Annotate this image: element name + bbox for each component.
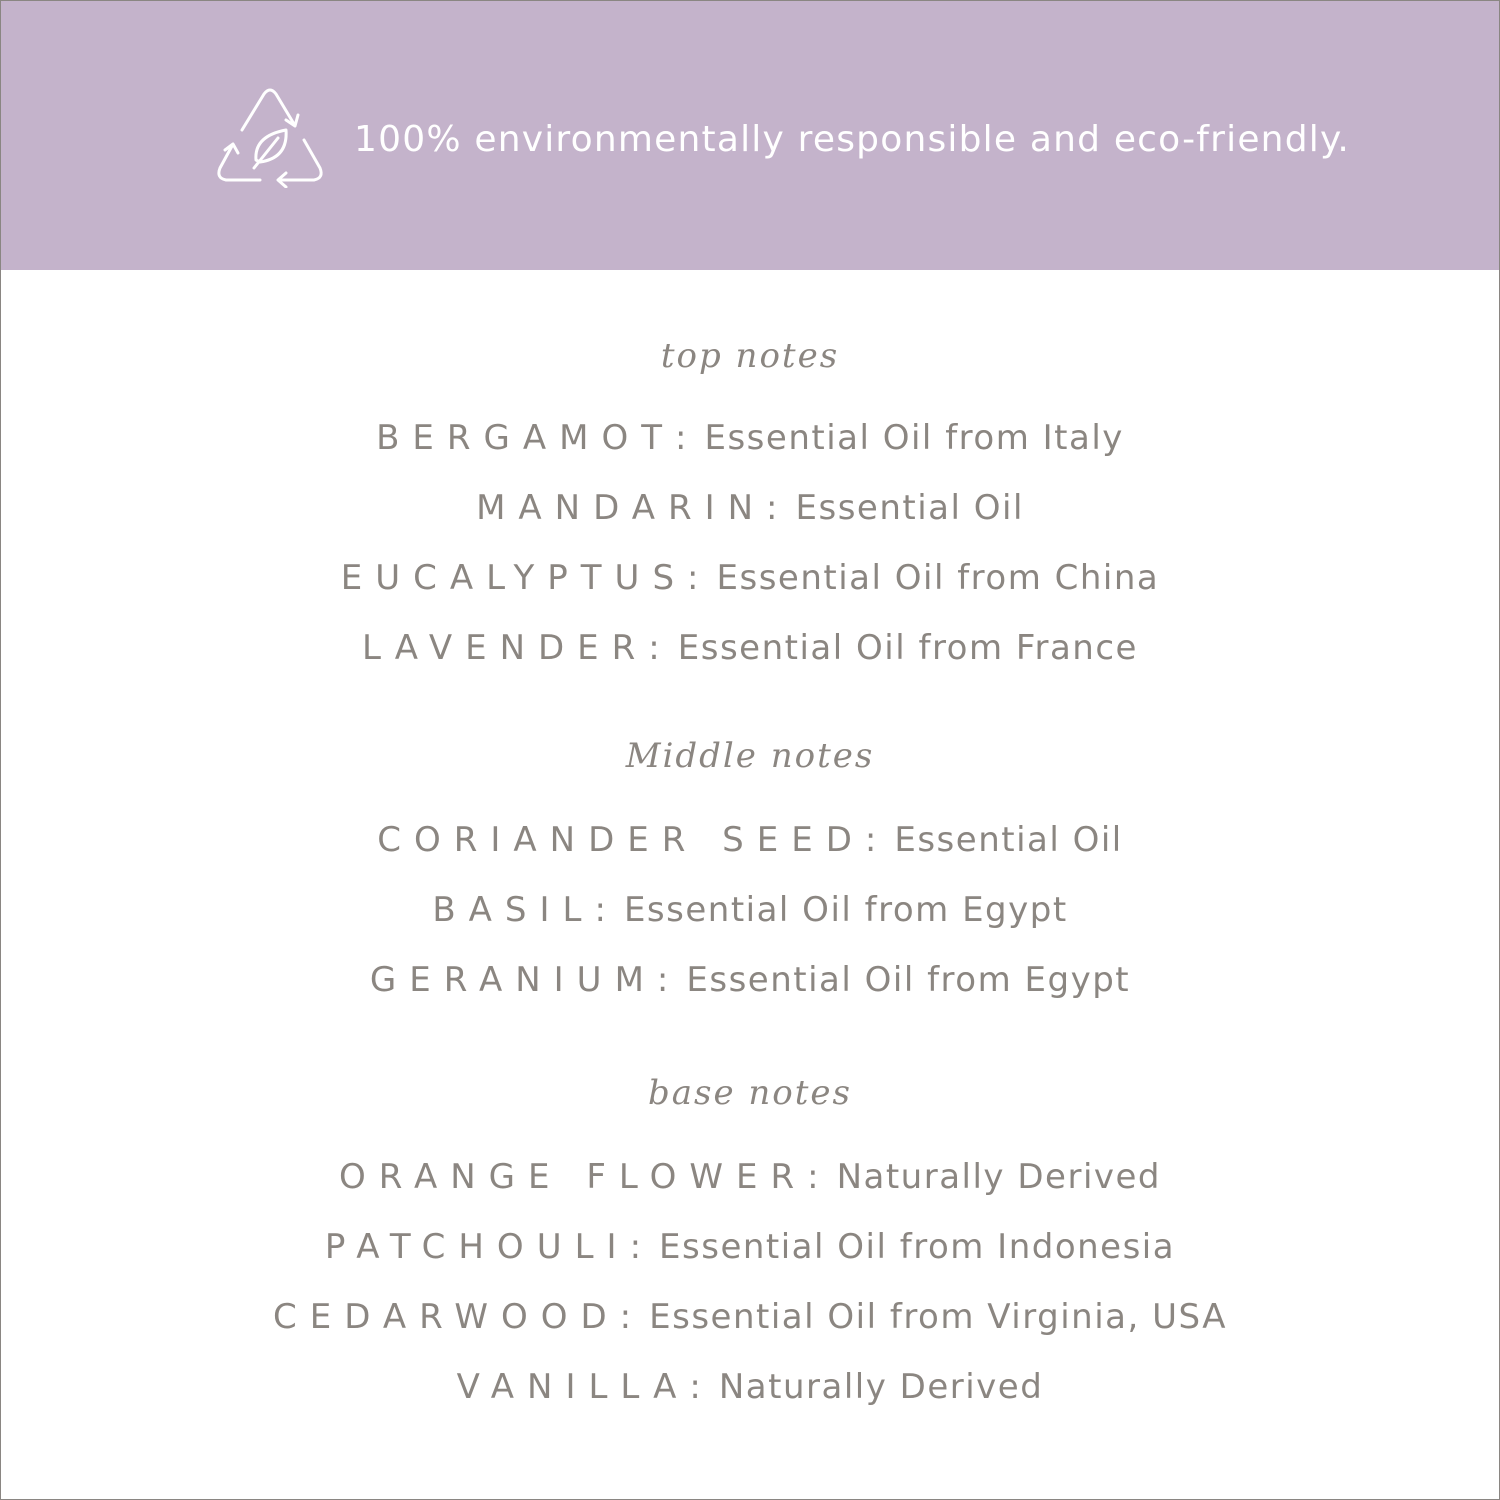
note-description: Essential Oil from Egypt — [623, 890, 1068, 930]
note-row — [0, 1362, 1500, 1418]
note-colon: : — [648, 628, 660, 668]
note-name: EUCALYPTUS — [340, 558, 688, 598]
note-colon: : — [766, 488, 778, 528]
note-colon: : — [594, 890, 606, 930]
note-name: CORIANDER SEED — [377, 820, 865, 860]
note-name: VANILLA — [456, 1367, 690, 1407]
note-name: BERGAMOT — [376, 418, 676, 458]
note-row — [0, 1152, 1500, 1208]
section-heading-base-notes: base notes — [647, 1073, 852, 1113]
note-description: Naturally Derived — [836, 1157, 1162, 1197]
note-row — [0, 483, 1500, 539]
note-name: ORANGE FLOWER — [338, 1157, 808, 1197]
note-colon: : — [656, 960, 669, 1000]
eco-statement: 100% environmentally responsible and eco-friendly. — [354, 119, 1350, 160]
note-colon: : — [619, 1297, 632, 1337]
note-description: Essential Oil — [795, 488, 1024, 528]
note-colon: : — [629, 1227, 642, 1267]
note-name: MANDARIN — [476, 488, 767, 528]
note-description: Essential Oil — [894, 820, 1123, 860]
note-name: PATCHOULI — [324, 1227, 630, 1267]
note-row — [0, 885, 1500, 941]
note-row — [0, 955, 1500, 1011]
note-colon: : — [689, 1367, 701, 1407]
note-row — [0, 815, 1500, 871]
note-row — [0, 413, 1500, 469]
note-description: Essential Oil from France — [677, 628, 1138, 668]
note-description: Essential Oil from Egypt — [686, 960, 1131, 1000]
note-description: Essential Oil from Indonesia — [659, 1227, 1176, 1267]
note-colon: : — [687, 558, 699, 598]
note-colon: : — [864, 820, 877, 860]
note-row — [0, 1222, 1500, 1278]
note-colon: : — [675, 418, 687, 458]
note-row — [0, 623, 1500, 679]
note-row — [0, 553, 1500, 609]
note-description: Naturally Derived — [718, 1367, 1044, 1407]
recycle-leaf-icon — [216, 88, 324, 188]
note-name: GERANIUM — [369, 960, 657, 1000]
eco-banner — [0, 0, 1500, 270]
note-description: Essential Oil from China — [716, 558, 1160, 598]
note-name: BASIL — [432, 890, 595, 930]
note-description: Essential Oil from Virginia, USA — [649, 1297, 1227, 1337]
note-name: LAVENDER — [362, 628, 649, 668]
note-row — [0, 1292, 1500, 1348]
section-heading-top-notes: top notes — [660, 336, 840, 376]
note-name: CEDARWOOD — [273, 1297, 620, 1337]
section-heading-middle-notes: Middle notes — [625, 736, 875, 776]
note-description: Essential Oil from Italy — [704, 418, 1124, 458]
note-colon: : — [807, 1157, 819, 1197]
